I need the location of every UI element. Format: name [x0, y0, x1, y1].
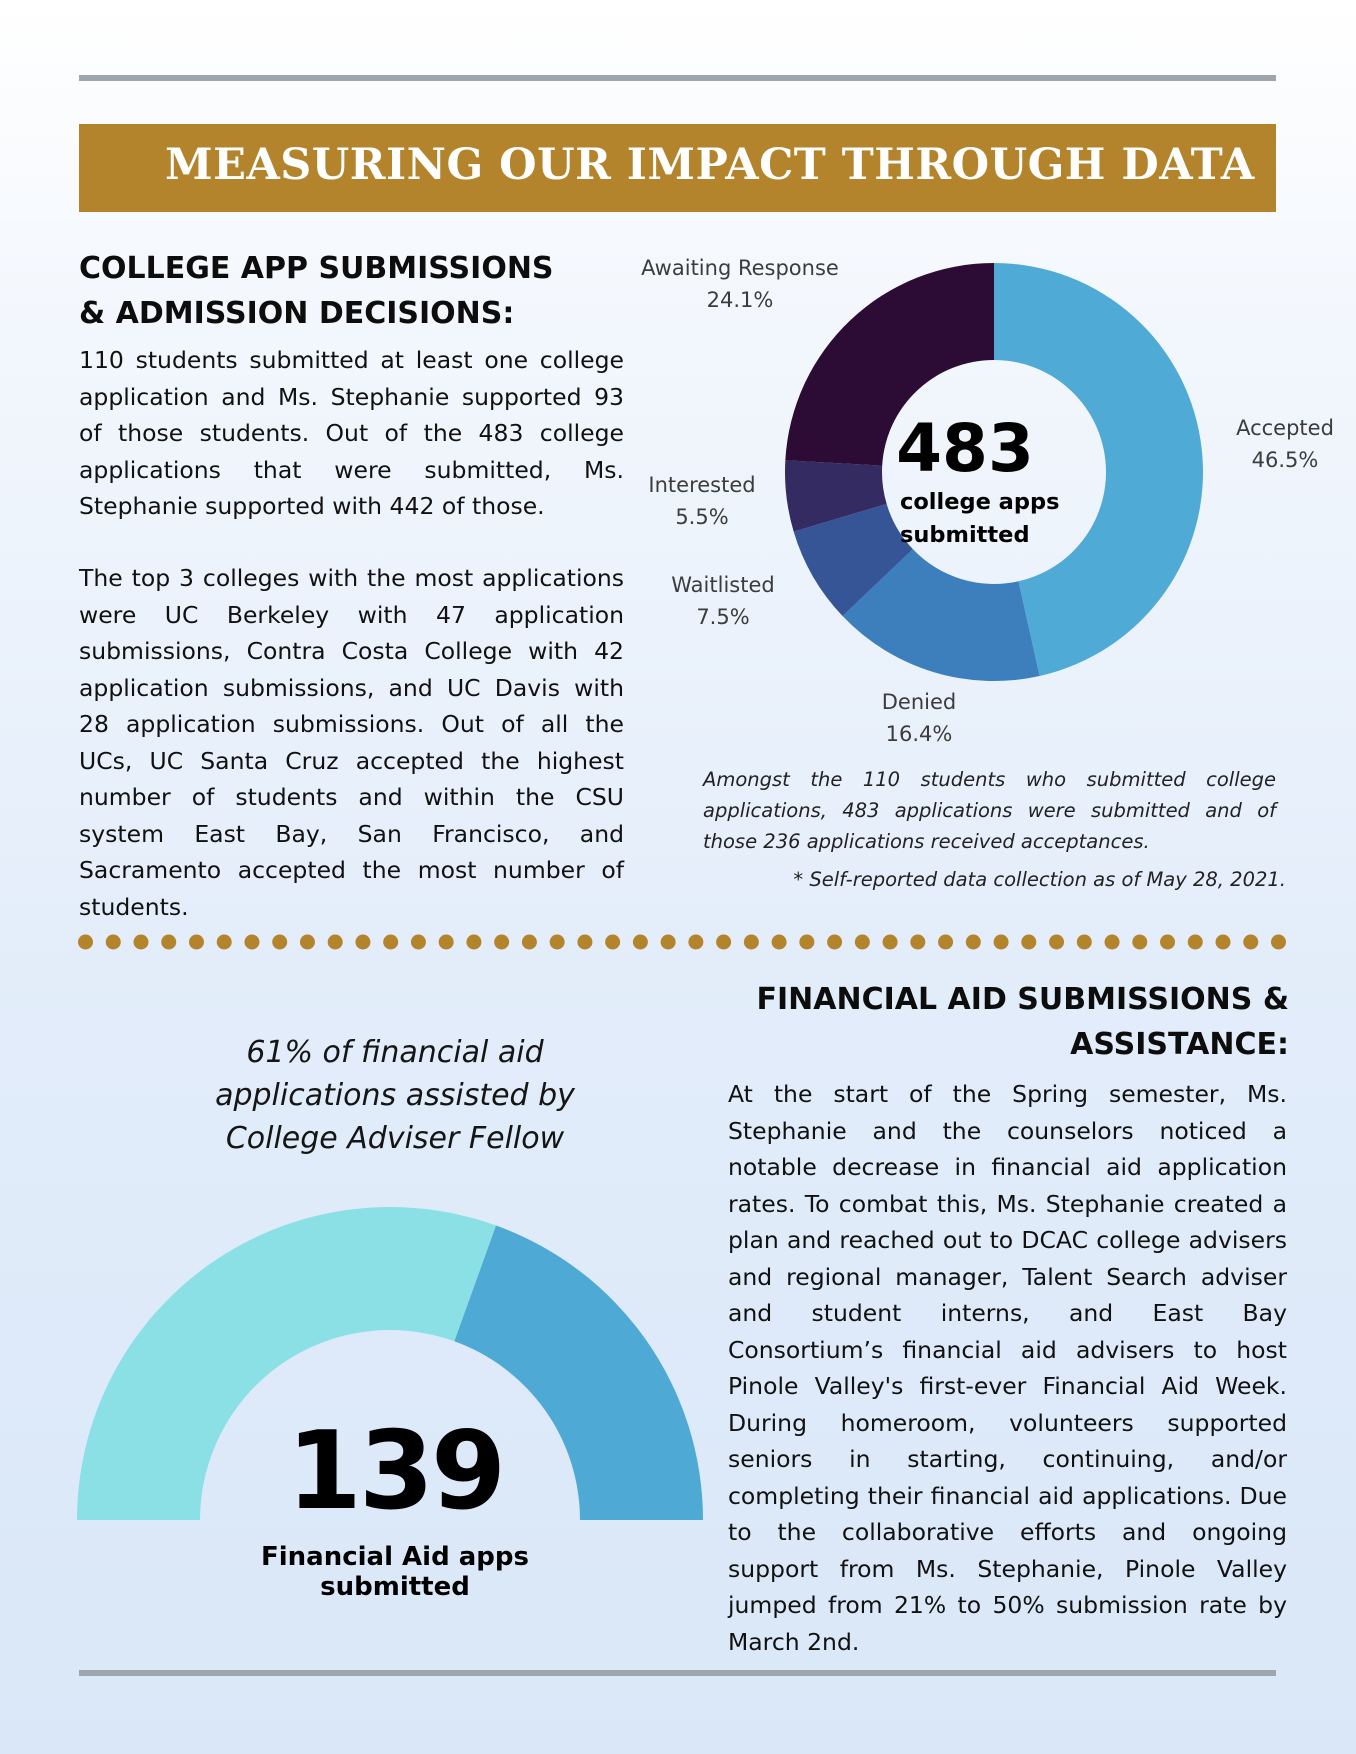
divider-dot [688, 935, 703, 950]
label-denied-value: 16.4% [885, 722, 953, 746]
label-accepted-name: Accepted [1236, 416, 1334, 440]
financial-title-line1: FINANCIAL AID SUBMISSIONS & [756, 982, 1289, 1017]
divider-dot [716, 935, 731, 950]
gauge-label: Financial Aid apps submitted [260, 1542, 529, 1602]
divider-dot [1021, 935, 1036, 950]
label-accepted-value: 46.5% [1251, 448, 1319, 472]
financial-section-title [700, 977, 1289, 1067]
label-waitlisted-value: 7.5% [696, 605, 750, 629]
divider-dot [994, 935, 1009, 950]
divider-dot [1188, 935, 1203, 950]
divider-dot [466, 935, 481, 950]
divider-dot [161, 935, 176, 950]
label-awaiting-name: Awaiting Response [641, 256, 839, 280]
banner-title: MEASURING OUR IMPACT THROUGH DATA [165, 140, 1255, 190]
college-note: Amongst the 110 students who submitted college applications, 483 applications were submitted and of those 236 applications received acceptances. [703, 768, 1276, 853]
divider-dot [550, 935, 565, 950]
divider-dot [661, 935, 676, 950]
divider-dot [744, 935, 759, 950]
divider-dot [328, 935, 343, 950]
donut-center-number: 483 [896, 410, 1034, 487]
divider-dot [300, 935, 315, 950]
divider-dot [1105, 935, 1120, 950]
divider-dot [106, 935, 121, 950]
divider-dot [494, 935, 509, 950]
divider-dot [938, 935, 953, 950]
donut-center-label: college apps submitted [900, 489, 1060, 548]
divider-dot [605, 935, 620, 950]
divider-dot [272, 935, 287, 950]
label-interested-value: 5.5% [675, 505, 729, 529]
label-waitlisted [660, 569, 786, 633]
divider-dot [133, 935, 148, 950]
divider-dot [799, 935, 814, 950]
bottom-rule [79, 1670, 1276, 1676]
college-paragraph-2: The top 3 colleges with the most applications were UC Berkeley with 47 application submissions, Contra Costa College with 42 application submissions, and UC Davis with 28 application submissions. Out of all the UCs, UC Santa Cruz accepted the highest number of students and within the CSU system East Bay, San Francisco, and Sacramento accepted the most number of students. [79, 564, 624, 921]
college-title-line1: COLLEGE APP SUBMISSIONS [79, 251, 554, 286]
divider-dot [244, 935, 259, 950]
divider-dot [1049, 935, 1064, 950]
divider-dot [1271, 935, 1286, 950]
dotted-divider [77, 931, 1287, 953]
financial-paragraph: At the start of the Spring semester, Ms. Stephanie and the counselors noticed a notable decrease in financial aid application rates. To combat this, Ms. Stephanie created a plan and reached out to DCAC college advisers and regional manager, Talent Search adviser and student interns, and East Bay Consortium’s financial aid advisers to host Pinole Valley's first-ever Financial Aid Week. During homeroom, volunteers supported seniors in starting, continuing, and/or completing their financial aid applications. Due to the collaborative efforts and ongoing support from Ms. Stephanie, Pinole Valley jumped from 21% to 50% submission rate by March 2nd. [728, 1080, 1287, 1656]
divider-dot [1216, 935, 1231, 950]
divider-dot [772, 935, 787, 950]
divider-dot [910, 935, 925, 950]
divider-dot [633, 935, 648, 950]
divider-dot [1077, 935, 1092, 950]
divider-dot [383, 935, 398, 950]
label-awaiting-response [630, 252, 850, 316]
college-footnote: * Self-reported data collection as of May 28, 2021. [793, 868, 1286, 891]
label-awaiting-value: 24.1% [706, 288, 774, 312]
divider-dot [827, 935, 842, 950]
divider-dot [1132, 935, 1147, 950]
divider-dot [577, 935, 592, 950]
divider-dot [411, 935, 426, 950]
divider-dot [855, 935, 870, 950]
gauge-number: 139 [286, 1409, 504, 1534]
label-denied [860, 686, 978, 750]
divider-dot [522, 935, 537, 950]
divider-dot [1160, 935, 1175, 950]
label-waitlisted-name: Waitlisted [671, 573, 775, 597]
divider-dot [966, 935, 981, 950]
divider-dot [355, 935, 370, 950]
divider-dot [883, 935, 898, 950]
label-denied-name: Denied [881, 690, 957, 714]
divider-dot [78, 935, 93, 950]
divider-dot [189, 935, 204, 950]
college-title-line2: & ADMISSION DECISIONS: [79, 296, 515, 331]
gauge-caption: 61% of financial aid applications assisted by College Adviser Fellow [215, 1035, 575, 1156]
admissions-donut-chart [0, 0, 1356, 760]
divider-dot [217, 935, 232, 950]
label-interested-name: Interested [648, 473, 756, 497]
label-accepted [1220, 412, 1350, 476]
label-interested [630, 469, 774, 533]
divider-dot [1243, 935, 1258, 950]
divider-dot [439, 935, 454, 950]
college-paragraph-1: 110 students submitted at least one college application and Ms. Stephanie supported 93 of those students. Out of the 483 college applications that were submitted, Ms. Stephanie supported with 442 of those. [79, 346, 624, 520]
financial-title-line2: ASSISTANCE: [1070, 1027, 1289, 1062]
